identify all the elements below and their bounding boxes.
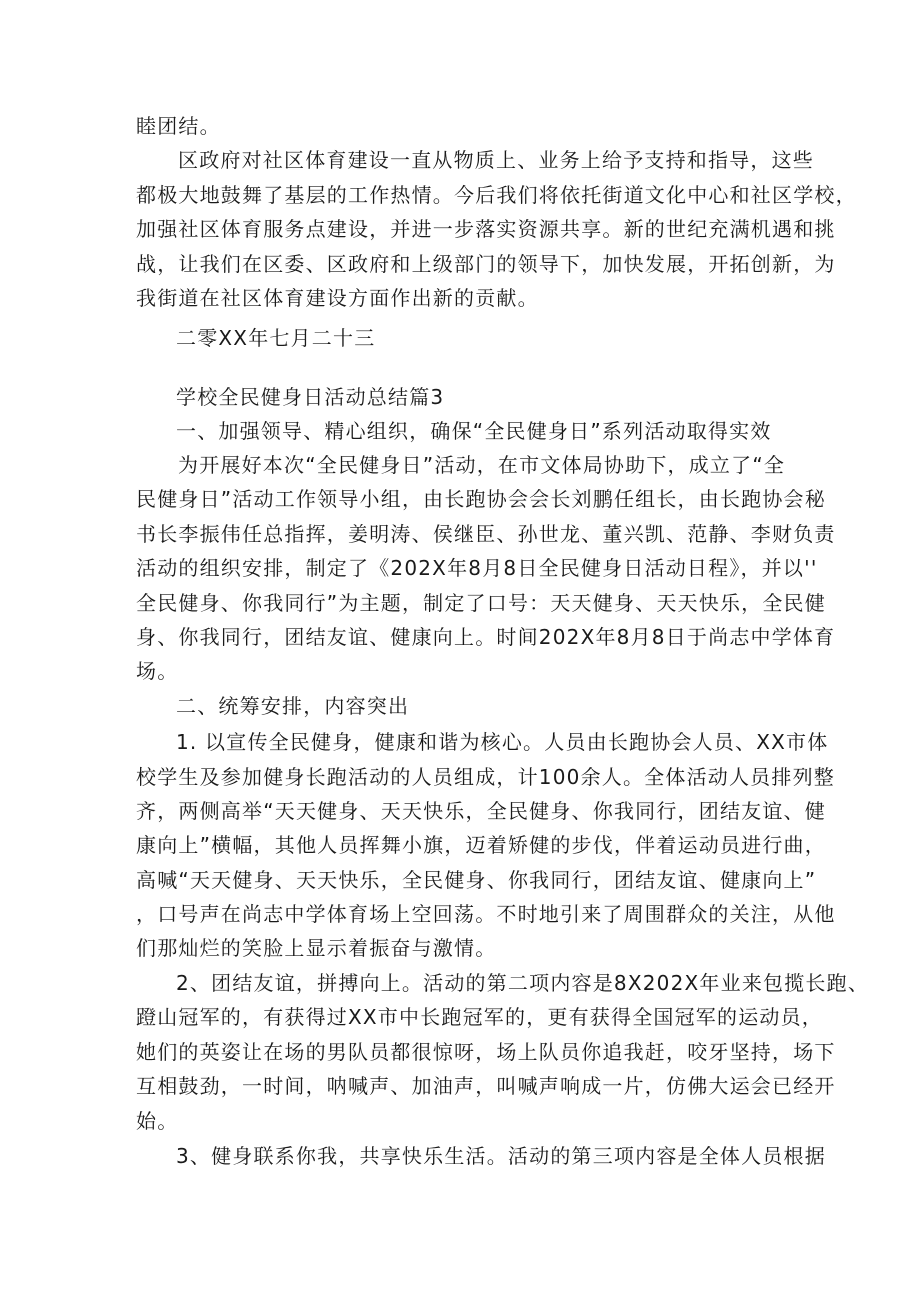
text-line: 场。 [136, 659, 179, 683]
text-line: 始。 [136, 1109, 179, 1133]
text-line: 活动的组织安排，制定了《202X年8月8日全民健身日活动日程》，并以'' [136, 556, 818, 580]
text-line: 康向上”横幅，其他人员挥舞小旗，迈着矫健的步伐，伴着运动员进行曲， [136, 833, 826, 857]
text-line: 们那灿烂的笑脸上显示着振奋与激情。 [136, 936, 497, 960]
text-line: 蹬山冠军的，有获得过XX市中长跑冠军的，更有获得全国冠军的运动员， [136, 1005, 824, 1029]
text-line: 高喊“天天健身、天天快乐，全民健身、你我同行，团结友谊、健康向上” [136, 868, 817, 892]
text-line: 加强社区体育服务点建设，并进一步落实资源共享。新的世纪充满机遇和挑 [136, 217, 836, 241]
text-line: ，口号声在尚志中学体育场上空回荡。不时地引来了周围群众的关注，从他 [136, 902, 836, 926]
date-line: 二零XX年七月二十三 [176, 326, 376, 350]
text-line: 睦团结。 [136, 114, 221, 138]
paragraph-start: 2、团结友谊，拼搏向上。活动的第二项内容是8X202X年业来包揽长跑、 [176, 971, 870, 995]
text-line: 她们的英姿让在场的男队员都很惊呀，场上队员你追我赶，咬牙坚持，场下 [136, 1040, 836, 1064]
heading-1: 一、加强领导、精心组织，确保“全民健身日”系列活动取得实效 [176, 419, 772, 443]
text-line: 我街道在社区体育建设方面作出新的贡献。 [136, 286, 539, 310]
paragraph-start: 区政府对社区体育建设一直从物质上、业务上给予支持和指导，这些 [178, 148, 814, 172]
paragraph-start: 3、健身联系你我，共享快乐生活。活动的第三项内容是全体人员根据 [176, 1144, 826, 1168]
text-line: 齐，两侧高举“天天健身、天天快乐，全民健身、你我同行，团结友谊、健 [136, 799, 826, 823]
text-line: 全民健身、你我同行”为主题，制定了口号：天天健身、天天快乐，全民健 [136, 591, 826, 615]
text-line: 互相鼓劲，一时间，呐喊声、加油声，叫喊声响成一片，仿佛大运会已经开 [136, 1074, 836, 1098]
text-line: 校学生及参加健身长跑活动的人员组成，计100余人。全体活动人员排列整 [136, 765, 835, 789]
section-title: 学校全民健身日活动总结篇3 [176, 385, 445, 409]
heading-2: 二、统筹安排，内容突出 [176, 694, 410, 718]
text-line: 身、你我同行，团结友谊、健康向上。时间202X年8月8日于尚志中学体育 [136, 625, 836, 649]
paragraph-start: 为开展好本次“全民健身日”活动，在市文体局协助下，成立了“全 [178, 453, 786, 477]
text-line: 都极大地鼓舞了基层的工作热情。今后我们将依托街道文化中心和社区学校， [136, 183, 857, 207]
paragraph-start: 1. 以宣传全民健身，健康和谐为核心。人员由长跑协会人员、XX市体 [176, 730, 829, 754]
text-line: 书长李振伟任总指挥，姜明涛、侯继臣、孙世龙、董兴凯、范静、李财负责 [136, 522, 836, 546]
text-line: 民健身日”活动工作领导小组，由长跑协会会长刘鹏任组长，由长跑协会秘 [136, 487, 826, 511]
text-line: 战，让我们在区委、区政府和上级部门的领导下，加快发展，开拓创新，为 [136, 252, 836, 276]
